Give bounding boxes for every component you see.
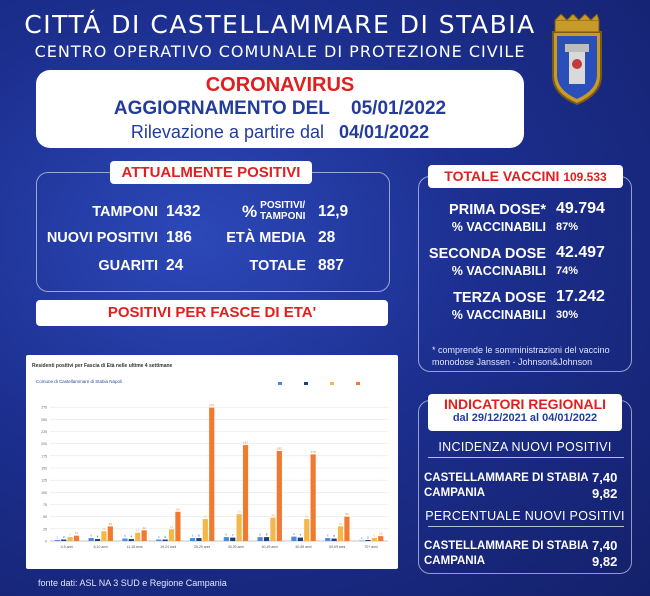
bar-value-label: 3: [62, 535, 65, 540]
bar: [325, 538, 330, 541]
bar-value-label: 11: [74, 531, 79, 536]
footer-source: fonte dati: ASL NA 3 SUD e Regione Campania: [38, 578, 227, 588]
bar: [129, 539, 134, 541]
legend-swatch: [356, 382, 360, 385]
bar: [230, 538, 235, 541]
bar: [298, 538, 303, 541]
bar-value-label: 274: [209, 403, 215, 408]
x-tick-label: 40-49 anni: [261, 545, 278, 549]
bar: [163, 540, 168, 541]
pct-label-top: POSITIVI/: [260, 200, 306, 211]
bar: [365, 540, 370, 541]
bar: [95, 539, 100, 541]
bar: [209, 408, 214, 541]
bar: [101, 531, 106, 541]
nuovi-label: NUOVI POSITIVI: [46, 230, 158, 246]
update-line1-date: 05/01/2022: [351, 98, 447, 119]
bar: [196, 538, 201, 541]
bar-value-label: 17: [136, 528, 140, 533]
bar-value-label: 7: [231, 533, 234, 538]
prima-label: PRIMA DOSE*: [449, 202, 546, 218]
indicatori-period: dal 29/12/2021 al 04/01/2022: [452, 412, 598, 424]
inc-city-label: CASTELLAMMARE DI STABIA: [424, 472, 589, 484]
bar: [270, 518, 275, 541]
y-tick-label: 100: [41, 490, 47, 495]
bar: [258, 537, 263, 541]
bar: [61, 540, 66, 541]
legend-swatch: [278, 382, 282, 385]
x-tick-label: 70+ anni: [364, 545, 378, 549]
bar-value-label: 8: [225, 532, 228, 537]
bar-value-label: 5: [124, 534, 126, 539]
bar-value-label: 6: [191, 533, 194, 538]
perc-divider: [428, 526, 624, 527]
guariti-label: GUARITI: [98, 258, 158, 274]
bar: [169, 529, 174, 541]
bar-value-label: 2: [56, 535, 59, 540]
bar-value-label: 4: [96, 534, 99, 539]
bar-value-label: 48: [271, 513, 275, 518]
x-tick-label: 30-39 anni: [227, 545, 244, 549]
bar: [291, 537, 296, 541]
bar-value-label: 45: [203, 514, 208, 519]
vaccini-title: TOTALE VACCINI: [444, 168, 560, 184]
update-line2-date: 04/01/2022: [339, 122, 430, 142]
bar-value-label: 8: [259, 532, 261, 537]
bar-value-label: 50: [345, 512, 349, 517]
totale-label: TOTALE: [249, 258, 306, 274]
bar: [89, 538, 94, 541]
terza-pct: 30%: [556, 309, 579, 321]
y-tick-label: 0: [45, 539, 47, 544]
vaccini-total: 109.533: [563, 170, 607, 184]
y-tick-label: 125: [41, 478, 47, 483]
seconda-pct: 74%: [556, 265, 579, 277]
pct-value: 12,9: [318, 203, 349, 220]
perc-city-value: 7,40: [592, 538, 618, 553]
bar-value-label: 8: [69, 532, 71, 537]
bar: [372, 538, 377, 541]
bar-value-label: 1: [360, 536, 363, 541]
x-tick-label: 6-10 anni: [93, 545, 108, 549]
bar-value-label: 9: [293, 532, 295, 537]
pct-label-bottom: TAMPONI: [260, 211, 306, 222]
positivi-title: ATTUALMENTE POSITIVI: [110, 161, 312, 184]
tamponi-value: 1432: [166, 203, 201, 220]
chart-title: Residenti positivi per Fascia di Età nelle ultime 4 settimane: [32, 363, 173, 369]
bar: [224, 537, 229, 541]
bar-value-label: 55: [237, 509, 241, 514]
bar-value-label: 7: [299, 533, 302, 538]
bar-value-label: 2: [367, 535, 369, 540]
prima-pct-label: % VACCINABILI: [451, 220, 546, 234]
y-tick-label: 275: [41, 405, 47, 410]
bar: [311, 454, 316, 541]
bar-value-label: 60: [176, 507, 180, 512]
x-tick-label: 11-18 anni: [126, 545, 143, 549]
bar-value-label: 10: [379, 531, 383, 536]
bar: [332, 539, 337, 541]
bar-value-label: 6: [326, 533, 329, 538]
bar: [243, 445, 248, 541]
bar-value-label: 30: [338, 521, 343, 526]
bar-value-label: 6: [90, 533, 92, 538]
bar: [135, 533, 140, 541]
x-tick-label: 19-24 anni: [160, 545, 177, 549]
bar: [338, 526, 343, 541]
bar-value-label: 22: [142, 525, 146, 530]
bar: [142, 530, 147, 541]
bar: [175, 512, 180, 541]
bar-value-label: 45: [305, 514, 309, 519]
perc-region-value: 9,82: [592, 554, 618, 569]
bar-value-label: 185: [276, 446, 282, 451]
bar: [378, 536, 383, 541]
bar-value-label: 5: [333, 534, 335, 539]
x-tick-label: 50-59 anni: [295, 545, 312, 549]
update-headline: CORONAVIRUS: [205, 74, 355, 96]
bar: [190, 538, 195, 541]
bar: [304, 519, 309, 541]
bar: [122, 539, 127, 541]
bar-value-label: 3: [157, 535, 160, 540]
perc-city-label: CASTELLAMMARE DI STABIA: [424, 540, 589, 552]
seconda-pct-label: % VACCINABILI: [451, 264, 546, 278]
vaccini-note: * comprende le somministrazioni del vaccino monodose Janssen - Johnson&Johnson: [432, 345, 610, 367]
bar: [55, 540, 60, 541]
bar-value-label: 30: [108, 521, 113, 526]
prima-pct: 87%: [556, 221, 579, 233]
bar-value-label: 6: [198, 533, 200, 538]
y-tick-label: 50: [43, 515, 47, 520]
perc-region-label: CAMPANIA: [424, 555, 486, 567]
page-subtitle: CENTRO OPERATIVO COMUNALE DI PROTEZIONE CIVILE: [34, 42, 526, 61]
y-tick-label: 200: [41, 442, 47, 447]
update-line2-label: Rilevazione a partire dal: [130, 122, 324, 142]
inc-region-label: CAMPANIA: [424, 487, 486, 499]
indicatori-pill: [428, 394, 622, 431]
terza-value: 17.242: [556, 288, 605, 305]
seconda-label: SECONDA DOSE: [428, 246, 546, 262]
bar-value-label: 3: [164, 535, 166, 540]
bar: [344, 517, 349, 541]
y-tick-label: 175: [41, 454, 47, 459]
nuovi-value: 186: [166, 229, 192, 246]
legend-swatch: [330, 382, 334, 385]
bar: [203, 519, 208, 541]
update-line2: [36, 122, 524, 143]
y-tick-label: 250: [41, 417, 47, 422]
bar: [68, 537, 73, 541]
x-tick-label: 60-69 anni: [329, 545, 346, 549]
update-line1: [36, 98, 524, 120]
bar-value-label: 197: [243, 440, 249, 445]
bar: [237, 514, 242, 541]
bar-value-label: 6: [373, 533, 376, 538]
eta-value: 28: [318, 229, 336, 246]
page-title: CITTÁ DI CASTELLAMMARE DI STABIA: [24, 10, 536, 39]
y-tick-label: 75: [43, 503, 47, 507]
totale-value: 887: [318, 257, 344, 274]
incidenza-divider: [428, 457, 624, 458]
age-chart: [26, 355, 398, 569]
bar-value-label: 8: [265, 532, 268, 537]
pct-symbol: %: [242, 202, 258, 221]
guariti-value: 24: [166, 257, 184, 274]
pct-label: [260, 200, 305, 222]
y-tick-label: 25: [43, 527, 47, 532]
bar: [74, 536, 79, 541]
seconda-value: 42.497: [556, 244, 605, 261]
bar-value-label: 4: [130, 534, 133, 539]
terza-pct-label: % VACCINABILI: [451, 308, 546, 322]
y-tick-label: 150: [41, 466, 47, 471]
fasce-title: POSITIVI PER FASCE DI ETA': [36, 300, 388, 326]
legend-swatch: [304, 382, 308, 385]
prima-value: 49.794: [556, 200, 605, 217]
eta-label: ETÀ MEDIA: [226, 230, 306, 246]
x-tick-label: 25-29 anni: [194, 545, 211, 549]
bar: [108, 526, 113, 541]
update-line1-label: AGGIORNAMENTO DEL: [113, 98, 330, 119]
bar-value-label: 24: [169, 524, 174, 529]
inc-city-value: 7,40: [592, 470, 618, 485]
chart-svg: [26, 355, 398, 569]
bar: [264, 537, 269, 541]
incidenza-title: INCIDENZA NUOVI POSITIVI: [438, 440, 612, 454]
terza-label: TERZA DOSE: [453, 290, 546, 306]
y-tick-label: 225: [41, 430, 47, 434]
chart-subtitle: Comune di Castellammare di Stabia Napoli: [36, 379, 123, 384]
coat-of-arms-icon: [543, 14, 611, 106]
update-card: [36, 70, 524, 148]
x-tick-label: 0-5 anni: [60, 545, 74, 549]
bar: [277, 451, 282, 541]
vaccini-title-pill: [428, 165, 623, 188]
tamponi-label: TAMPONI: [92, 204, 158, 220]
bar-value-label: 178: [310, 449, 316, 454]
bar-value-label: 20: [102, 526, 106, 531]
inc-region-value: 9,82: [592, 486, 618, 501]
perc-title: PERCENTUALE NUOVI POSITIVI: [425, 509, 625, 523]
indicatori-title: INDICATORI REGIONALI: [443, 396, 607, 412]
bar: [156, 540, 161, 541]
